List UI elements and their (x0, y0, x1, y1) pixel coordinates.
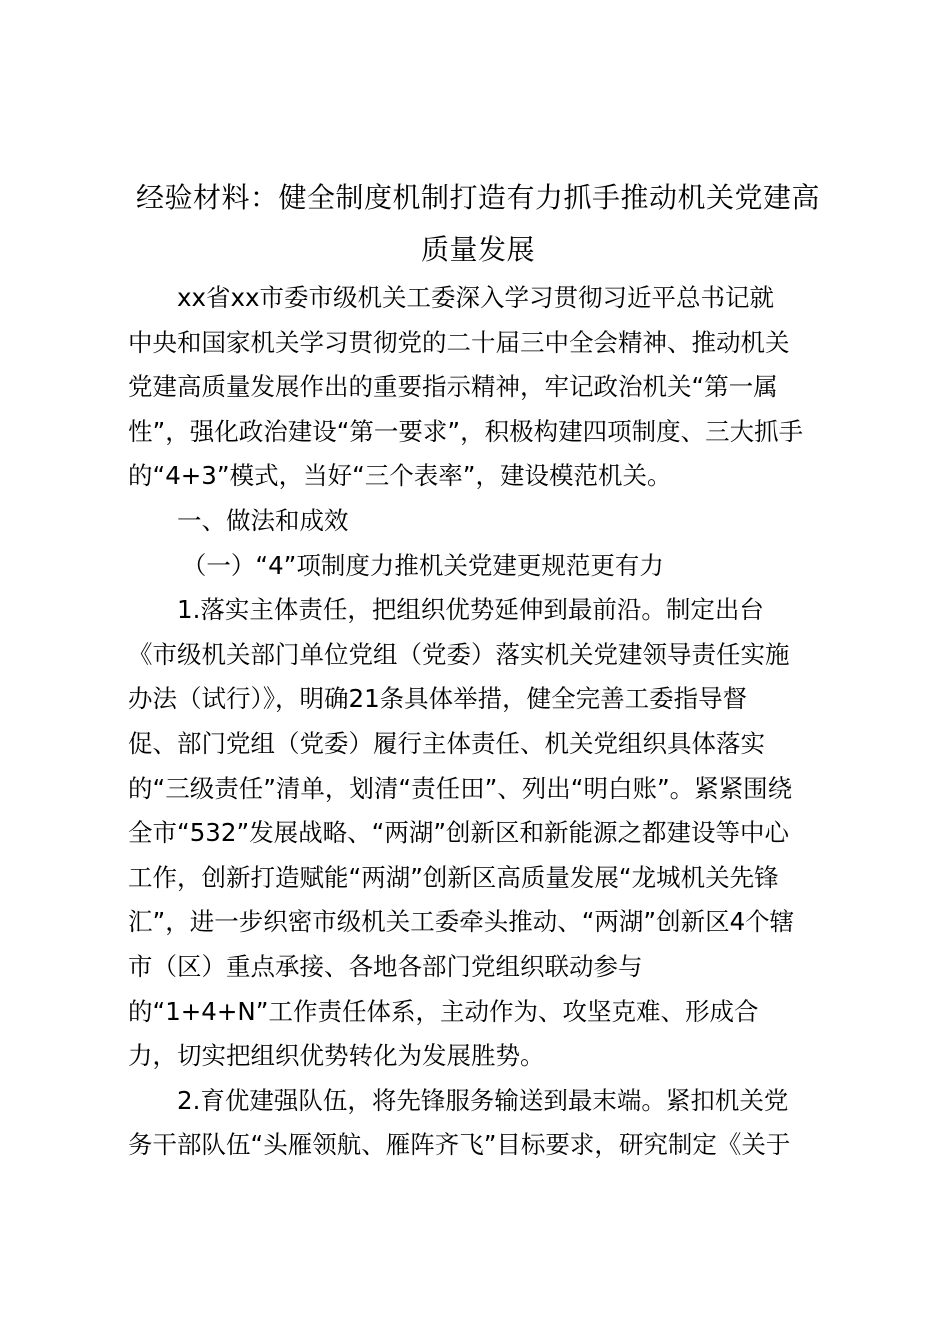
item-2-paragraph (128, 1079, 828, 1168)
text-line: 党建高质量发展作出的重要指示精神，牢记政治机关“第一属 (128, 372, 778, 402)
title-line: 质量发展 (420, 233, 535, 266)
intro-paragraph (128, 276, 828, 499)
text-line: 《市级机关部门单位党组（党委）落实机关党建领导责任实施 (128, 639, 790, 669)
text-line: 全市“532”发展战略、“两湖”创新区和新能源之都建设等中心 (128, 818, 790, 848)
text-line: 务干部队伍“头雁领航、雁阵齐飞”目标要求，研究制定《关于 (128, 1130, 791, 1160)
text-line: 1.落实主体责任，把组织优势延伸到最前沿。制定出台 (177, 595, 764, 625)
subsection-heading: （一）“4”项制度力推机关党建更规范更有力 (181, 550, 664, 580)
text-line: 的“1+4+N”工作责任体系，主动作为、攻坚克难、形成合 (128, 996, 759, 1026)
document-body (128, 172, 828, 1168)
text-line: 办法（试行）》，明确21条具体举措，健全完善工委指导督 (128, 684, 748, 714)
text-line: 性”，强化政治建设“第一要求”，积极构建四项制度、三大抓手 (128, 416, 804, 446)
text-line: 工作，创新打造赋能“两湖”创新区高质量发展“龙城机关先锋 (128, 862, 779, 892)
text-line: 中央和国家机关学习贯彻党的二十届三中全会精神、推动机关 (128, 327, 790, 357)
text-line: 市（区）重点承接、各地各部门党组织联动参与 (128, 951, 643, 981)
text-line: 汇”，进一步织密市级机关工委牵头推动、“两湖”创新区4个辖 (128, 907, 795, 937)
text-line: xx省xx市委市级机关工委深入学习贯彻习近平总书记就 (177, 283, 774, 312)
item-1-paragraph (128, 588, 828, 1079)
text-line: 力，切实把组织优势转化为发展胜势。 (128, 1041, 545, 1071)
section-heading: 一、做法和成效 (177, 505, 349, 535)
document-title (128, 172, 828, 276)
text-line: 2.育优建强队伍，将先锋服务输送到最末端。紧扣机关党 (177, 1085, 789, 1115)
text-line: 促、部门党组（党委）履行主体责任、机关党组织具体落实 (128, 728, 765, 758)
text-line: 的“三级责任”清单，划清“责任田”、列出“明白账”。紧紧围绕 (128, 773, 793, 803)
title-line: 经验材料：健全制度机制打造有力抓手推动机关党建高 (135, 181, 820, 214)
text-line: 的“4+3”模式，当好“三个表率”，建设模范机关。 (128, 461, 672, 491)
